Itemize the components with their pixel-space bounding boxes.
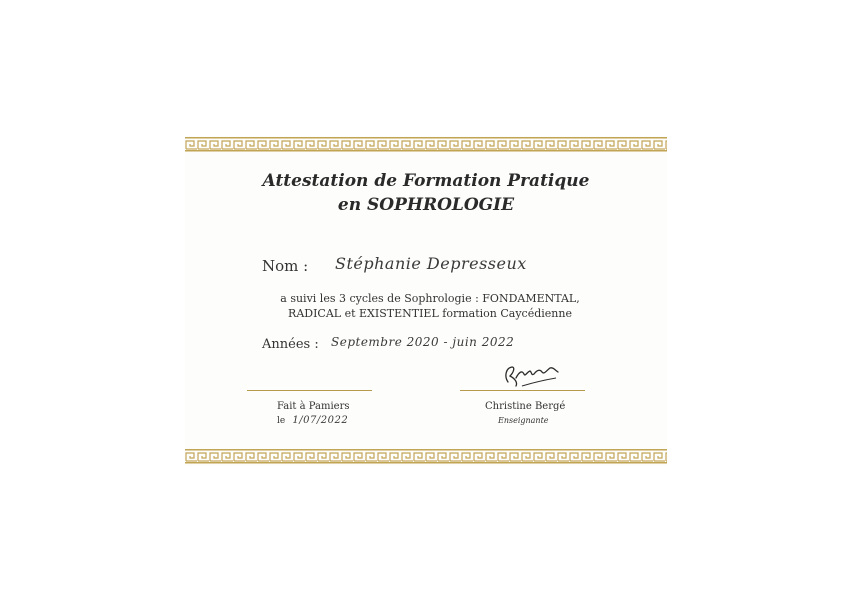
place-signature-line bbox=[247, 390, 372, 391]
signer-signature-line bbox=[460, 390, 585, 391]
date-handwritten: 1/07/2022 bbox=[292, 415, 349, 426]
handwritten-signature bbox=[500, 358, 562, 390]
certificate-subtitle: en SOPHROLOGIE bbox=[337, 195, 515, 215]
date-row bbox=[277, 415, 348, 426]
years-handwritten: Septembre 2020 - juin 2022 bbox=[331, 335, 515, 349]
years-label: Années : bbox=[262, 337, 319, 352]
greek-key-border-bottom bbox=[185, 448, 667, 464]
certificate-title: Attestation de Formation Pratique bbox=[262, 171, 590, 191]
name-handwritten: Stéphanie Depresseux bbox=[335, 254, 527, 273]
date-prefix: le bbox=[277, 416, 286, 426]
greek-key-border-top bbox=[185, 136, 667, 152]
body-line-2: RADICAL et EXISTENTIEL formation Caycédienne bbox=[288, 307, 572, 320]
body-line-1: a suivi les 3 cycles de Sophrologie : FONDAMENTAL, bbox=[280, 292, 580, 305]
certificate bbox=[185, 136, 667, 466]
place-text: Fait à Pamiers bbox=[277, 401, 350, 412]
signer-name: Christine Bergé bbox=[485, 401, 566, 412]
signer-role: Enseignante bbox=[498, 416, 549, 425]
name-label: Nom : bbox=[262, 257, 309, 275]
